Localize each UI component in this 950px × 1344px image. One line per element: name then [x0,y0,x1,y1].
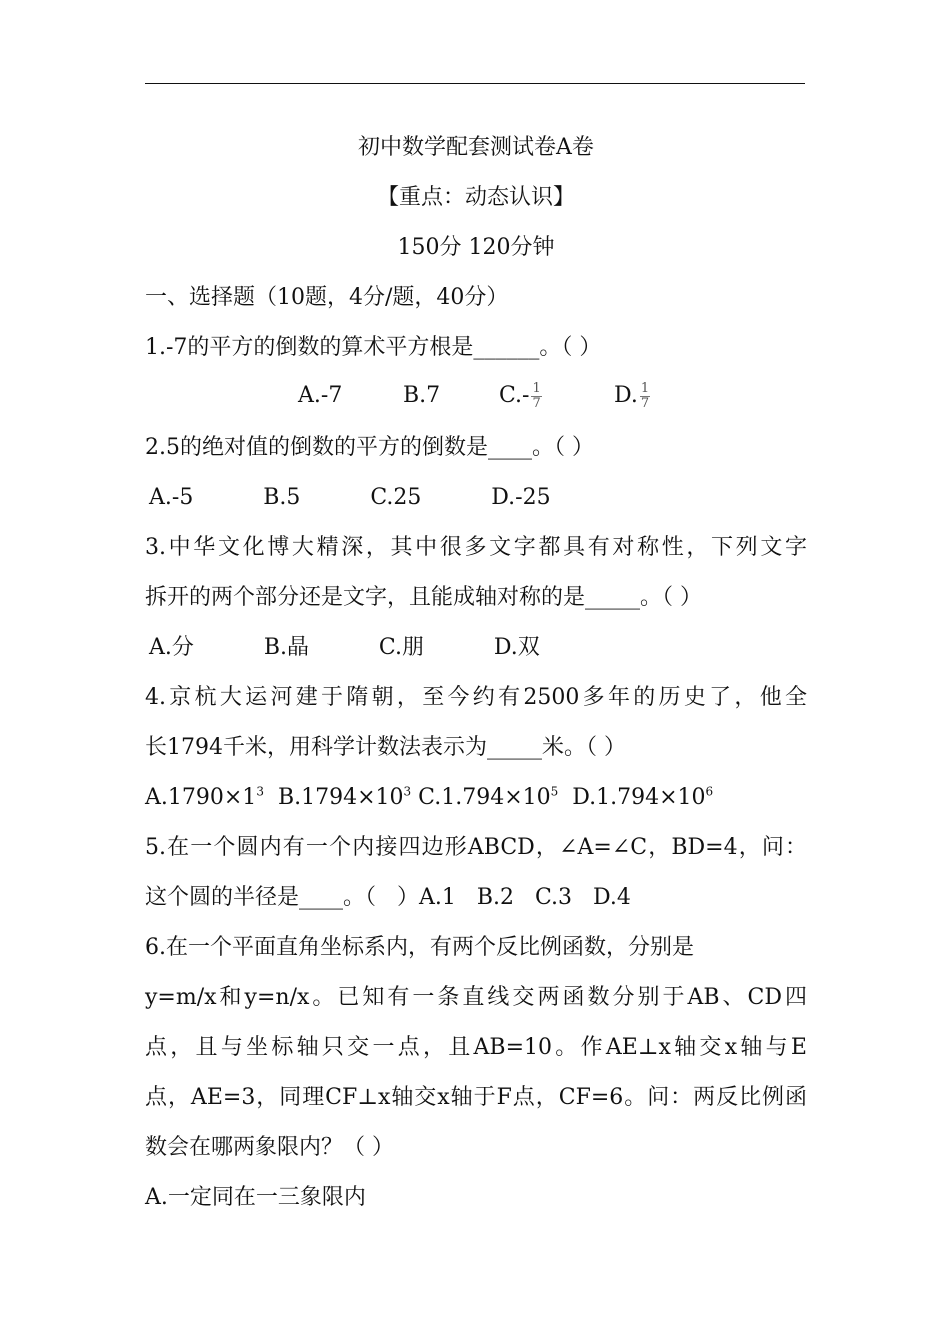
question-1-option-d-fraction [640,382,650,411]
fraction-denominator: 7 [532,395,541,411]
question-4-stem-line-1: 4.京杭大运河建于隋朝，至今约有2500多年的历史了，他全 [145,685,807,710]
option-c-base: C.1.794×10 [418,785,551,810]
question-6-stem-line-5: 数会在哪两象限内？（ ） [145,1135,394,1160]
question-3-stem-line-1: 3.中华文化博大精深，其中很多文字都具有对称性，下列文字 [145,535,807,560]
option-a-exponent: 3 [256,784,264,799]
question-4-option-a [145,785,264,810]
focus-subtitle: 【重点：动态认识】 [376,185,575,210]
question-3-options: A.分 B.晶 C.朋 D.双 [149,635,540,660]
fraction-denominator: 7 [640,395,650,411]
option-d-exponent: 6 [705,784,714,799]
question-5-stem-line-1: 5.在一个圆内有一个内接四边形ABCD，∠A=∠C，BD=4，问： [145,835,807,860]
question-2-options: A.-5 B.5 C.25 D.-25 [149,485,551,510]
question-6-stem-line-4: 点，AE=3，同理CF⊥x轴交x轴于F点，CF=6。问：两反比例函 [145,1085,807,1110]
question-1-option-b: B.7 [403,383,441,408]
question-4-option-d [572,785,713,810]
header-rule [145,83,805,84]
option-c-exponent: 5 [550,784,559,799]
option-b-base: B.1794×10 [277,785,404,810]
option-a-base: A.1790×1 [145,785,257,810]
fraction-numerator: 1 [640,380,650,396]
question-1-option-c-prefix: C.- [499,383,530,408]
question-6-stem-line-3: 点，且与坐标轴只交一点，且AB=10。作AE⊥x轴交x轴与E [145,1035,807,1060]
question-4-option-b [278,785,411,810]
question-1-option-c-fraction [531,382,541,411]
question-4-stem-line-2: 长1794千米，用科学计数法表示为_____米。（ ） [145,735,626,760]
question-4-option-c [418,785,558,810]
question-6-option-a: A.一定同在一三象限内 [145,1185,366,1210]
fraction-numerator: 1 [532,380,541,396]
question-1-option-a: A.-7 [298,383,343,408]
question-6-stem-line-1: 6.在一个平面直角坐标系内，有两个反比例函数，分别是 [145,935,694,960]
question-4-options [145,783,807,813]
option-d-base: D.1.794×10 [572,785,706,810]
question-2-stem: 2.5的绝对值的倒数的平方的倒数是____。（ ） [145,435,594,460]
question-1-stem: 1.-7的平方的倒数的算术平方根是______。（ ） [145,335,602,360]
score-time: 150分 120分钟 [397,235,555,260]
question-1-option-c [499,381,542,411]
page-title: 初中数学配套测试卷A卷 [358,135,594,160]
question-1-option-d-prefix: D. [614,383,638,408]
option-b-exponent: 3 [403,784,412,799]
section-heading: 一、选择题（10题，4分/题，40分） [145,285,509,310]
question-3-stem-line-2: 拆开的两个部分还是文字，且能成轴对称的是_____。（ ） [145,585,702,610]
question-1-option-d [614,381,650,411]
question-6-stem-line-2: y=m/x和y=n/x。已知有一条直线交两函数分别于AB、CD四 [145,985,807,1010]
question-5-stem-line-2: 这个圆的半径是____。（ ）A.1 B.2 C.3 D.4 [145,885,631,910]
